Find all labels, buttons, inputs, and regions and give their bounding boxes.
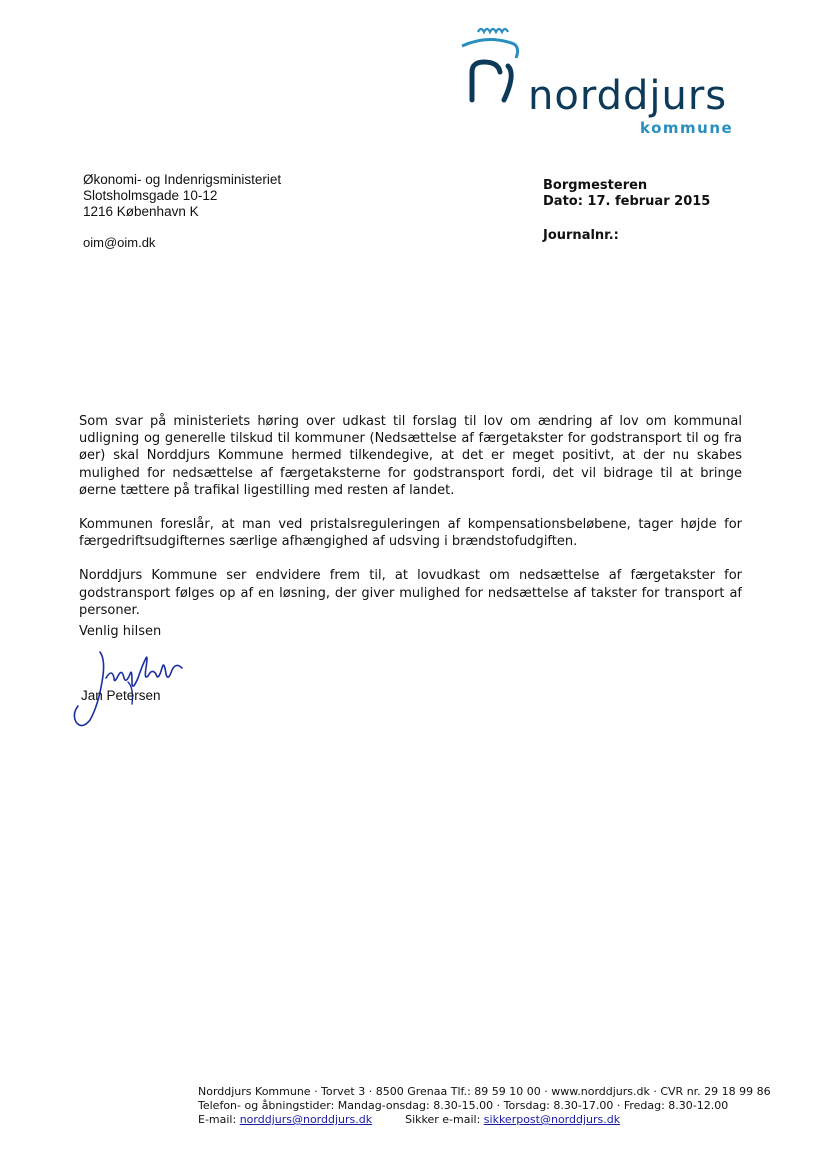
footer-secure-email-label: Sikker e-mail: [405, 1113, 481, 1126]
municipality-logo [458, 18, 758, 137]
body-paragraph-3: Norddjurs Kommune ser endvidere frem til, at lovudkast om nedsættelse af færgetakster for godstransport følges op af en løsning, der giver mulighed for nedsættelse af takster for transport af personer. [79, 568, 742, 618]
logo-emblem-icon [458, 18, 528, 108]
recipient-street: Slotsholmsgade 10-12 [83, 188, 218, 203]
letter-body [79, 413, 742, 636]
recipient-city: 1216 København K [83, 204, 199, 219]
footer-email-line [198, 1113, 771, 1127]
recipient-address [83, 172, 281, 251]
footer-contact-line: Norddjurs Kommune · Torvet 3 · 8500 Grenaa Tlf.: 89 59 10 00 · www.norddjurs.dk · CVR nr. 29 18 99 86 [198, 1085, 771, 1098]
recipient-email: oim@oim.dk [83, 235, 156, 250]
journal-number: Journalnr.: [543, 228, 619, 243]
signer-name: Jan Petersen [81, 688, 161, 703]
recipient-name: Økonomi- og Indenrigsministeriet [83, 172, 282, 187]
footer-secure-email-link[interactable]: sikkerpost@norddjurs.dk [483, 1113, 621, 1126]
logo-wordmark: norddjurs [528, 73, 728, 119]
sender-title: Borgmesteren [543, 178, 648, 193]
letter-footer [198, 1085, 771, 1127]
letter-date: Dato: 17. februar 2015 [543, 194, 711, 209]
footer-email-link[interactable]: norddjurs@norddjurs.dk [239, 1113, 373, 1126]
letter-meta [543, 178, 710, 244]
footer-hours-line: Telefon- og åbningstider: Mandag-onsdag: 8.30-15.00 · Torsdag: 8.30-17.00 · Fredag: 8.30-12.00 [198, 1099, 729, 1112]
body-paragraph-1: Som svar på ministeriets høring over udkast til forslag til lov om ændring af lov om kommunal udligning og generelle tilskud til kommuner (Nedsættelse af færgetakster for godstransport til og fra øer) skal Norddjurs Kommune hermed tilkendegive, at det er meget positivt, at der nu skabes mulighed for nedsættelse af færgetaksterne for godstransport fordi, det vil bidrage til at bringe øerne tættere på trafikal ligestilling med resten af landet. [79, 414, 742, 498]
closing-greeting: Venlig hilsen [79, 624, 162, 639]
footer-email-label: E-mail: [198, 1113, 237, 1126]
logo-subtitle: kommune [640, 119, 734, 137]
body-paragraph-2: Kommunen foreslår, at man ved pristalsreguleringen af kompensationsbeløbene, tager højde for færgedriftsudgifternes særlige afhængighed af udsving i brændstofudgiften. [79, 517, 742, 550]
